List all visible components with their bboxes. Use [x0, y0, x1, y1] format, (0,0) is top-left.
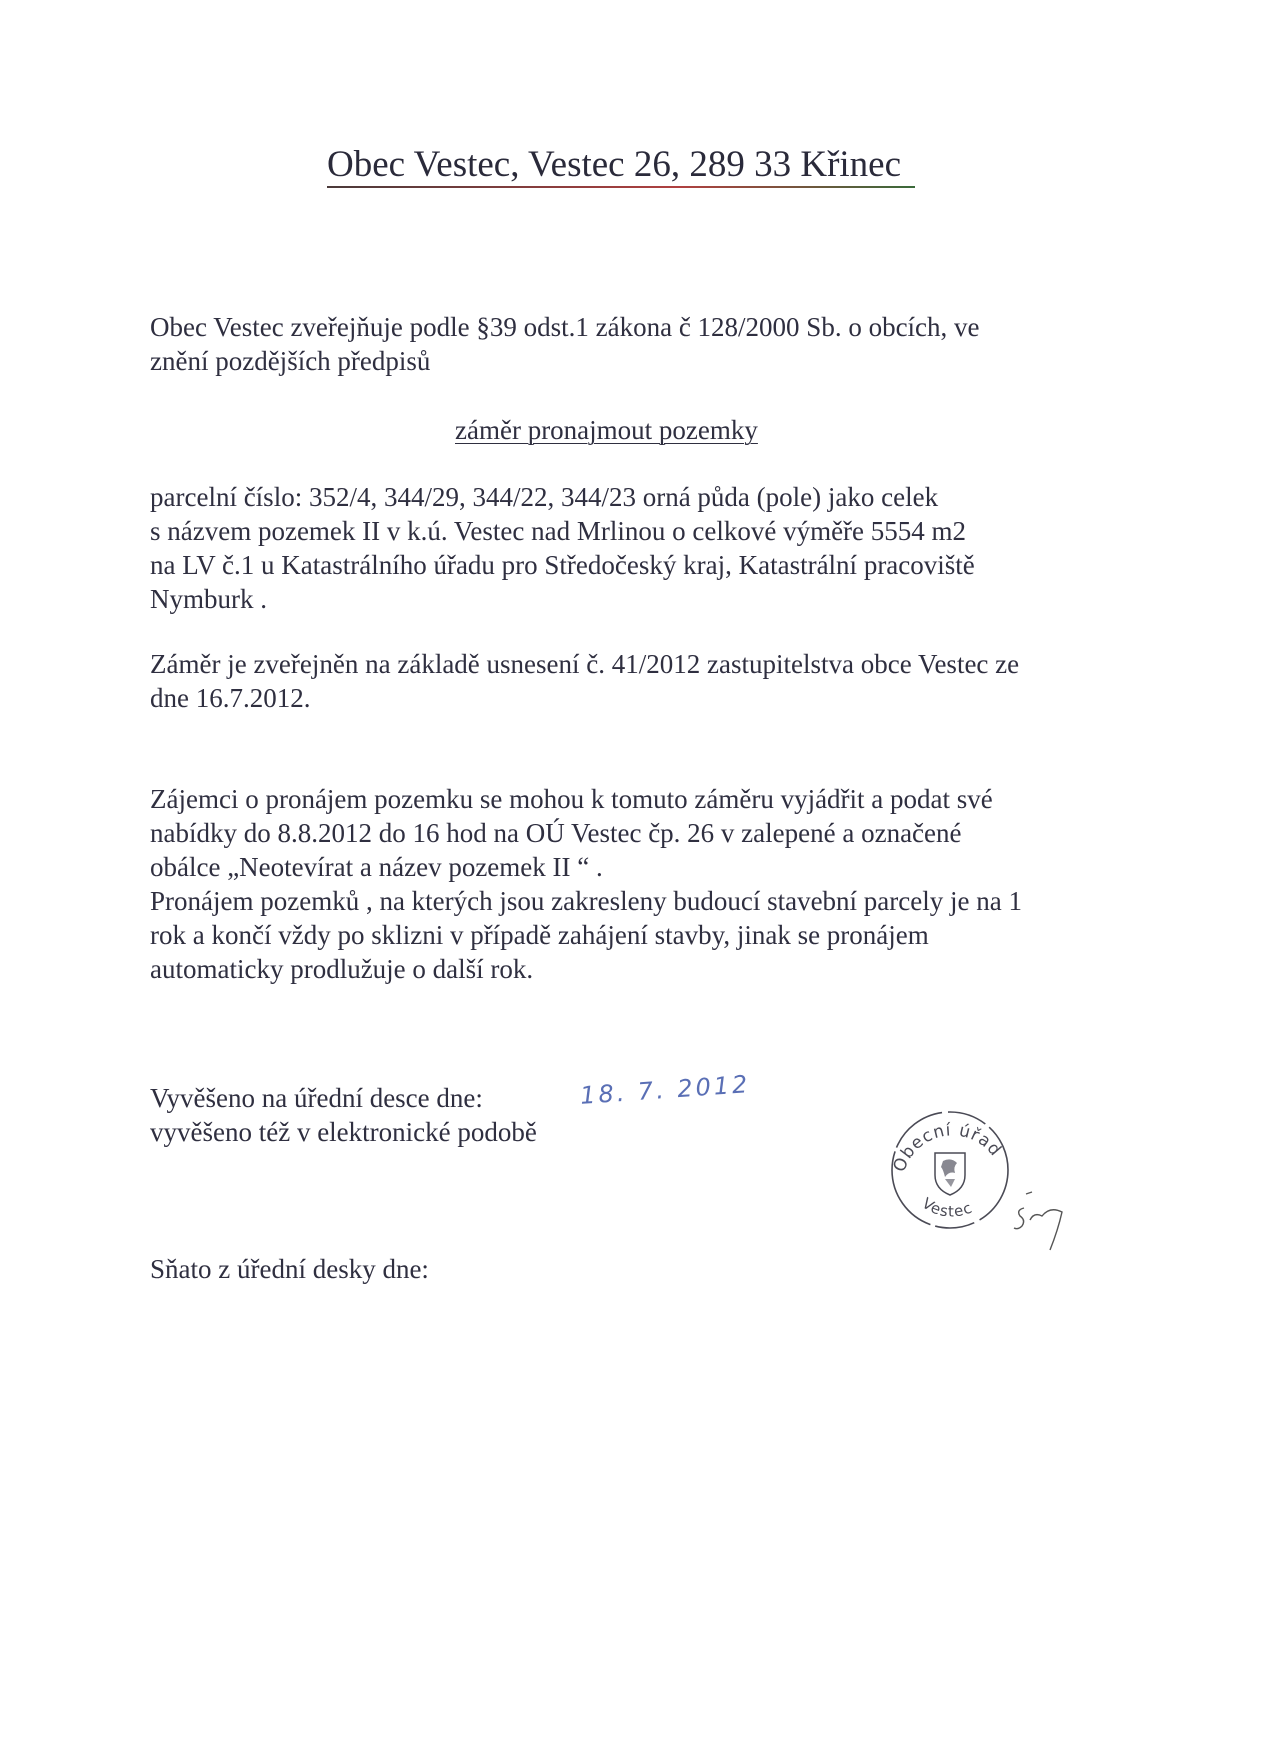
offers-line: Pronájem pozemků , na kterých jsou zakresleny budoucí stavební parcely je na 1 [150, 886, 1022, 916]
offers-line: nabídky do 8.8.2012 do 16 hod na OÚ Vestec čp. 26 v zalepené a označené [150, 818, 962, 848]
parcel-line: na LV č.1 u Katastrálního úřadu pro Středočeský kraj, Katastrální pracoviště [150, 550, 975, 580]
intro-line: Obec Vestec zveřejňuje podle §39 odst.1 zákona č 128/2000 Sb. o obcích, ve [150, 312, 980, 342]
offers-line: rok a končí vždy po sklizni v případě zahájení stavby, jinak se pronájem [150, 920, 929, 950]
svg-text:Vestec [919, 1194, 975, 1220]
parcel-paragraph [150, 480, 1110, 616]
stamp-top-text: Obecní úřad [889, 1120, 1006, 1175]
title-underline [327, 186, 915, 188]
intro-paragraph [150, 310, 1110, 378]
posting-line: vyvěšeno též v elektronické podobě [150, 1117, 537, 1147]
parcel-line: s názvem pozemek II v k.ú. Vestec nad Mrlinou o celkové výměře 5554 m2 [150, 516, 967, 546]
parcel-line: parcelní číslo: 352/4, 344/29, 344/22, 344/23 orná půda (pole) jako celek [150, 482, 939, 512]
offers-line: obálce „Neotevírat a název pozemek II “ . [150, 852, 603, 882]
coat-of-arms-icon [935, 1153, 965, 1195]
intro-line: znění pozdějších předpisů [150, 346, 431, 376]
resolution-paragraph [150, 647, 1110, 715]
municipal-office-stamp [885, 1105, 1015, 1235]
parcel-line: Nymburk . [150, 584, 267, 614]
stamp-bottom-text: Vestec [918, 1194, 976, 1221]
removal-paragraph [150, 1252, 1110, 1286]
offers-paragraph [150, 782, 1110, 986]
removal-line: Sňato z úřední desky dne: [150, 1254, 429, 1284]
resolution-line: Záměr je zveřejněn na základě usnesení č. 41/2012 zastupitelstva obce Vestec ze [150, 649, 1020, 679]
resolution-line: dne 16.7.2012. [150, 683, 311, 713]
page-title: Obec Vestec, Vestec 26, 289 33 Křinec [327, 144, 902, 185]
handwritten-posting-date: 18. 7. 2012 [579, 1070, 752, 1110]
offers-line: automaticky prodlužuje o další rok. [150, 954, 534, 984]
subject-heading: záměr pronajmout pozemky [455, 415, 758, 445]
offers-line: Zájemci o pronájem pozemku se mohou k tomuto záměru vyjádřit a podat své [150, 784, 993, 814]
posting-line: Vyvěšeno na úřední desce dne: [150, 1083, 483, 1113]
